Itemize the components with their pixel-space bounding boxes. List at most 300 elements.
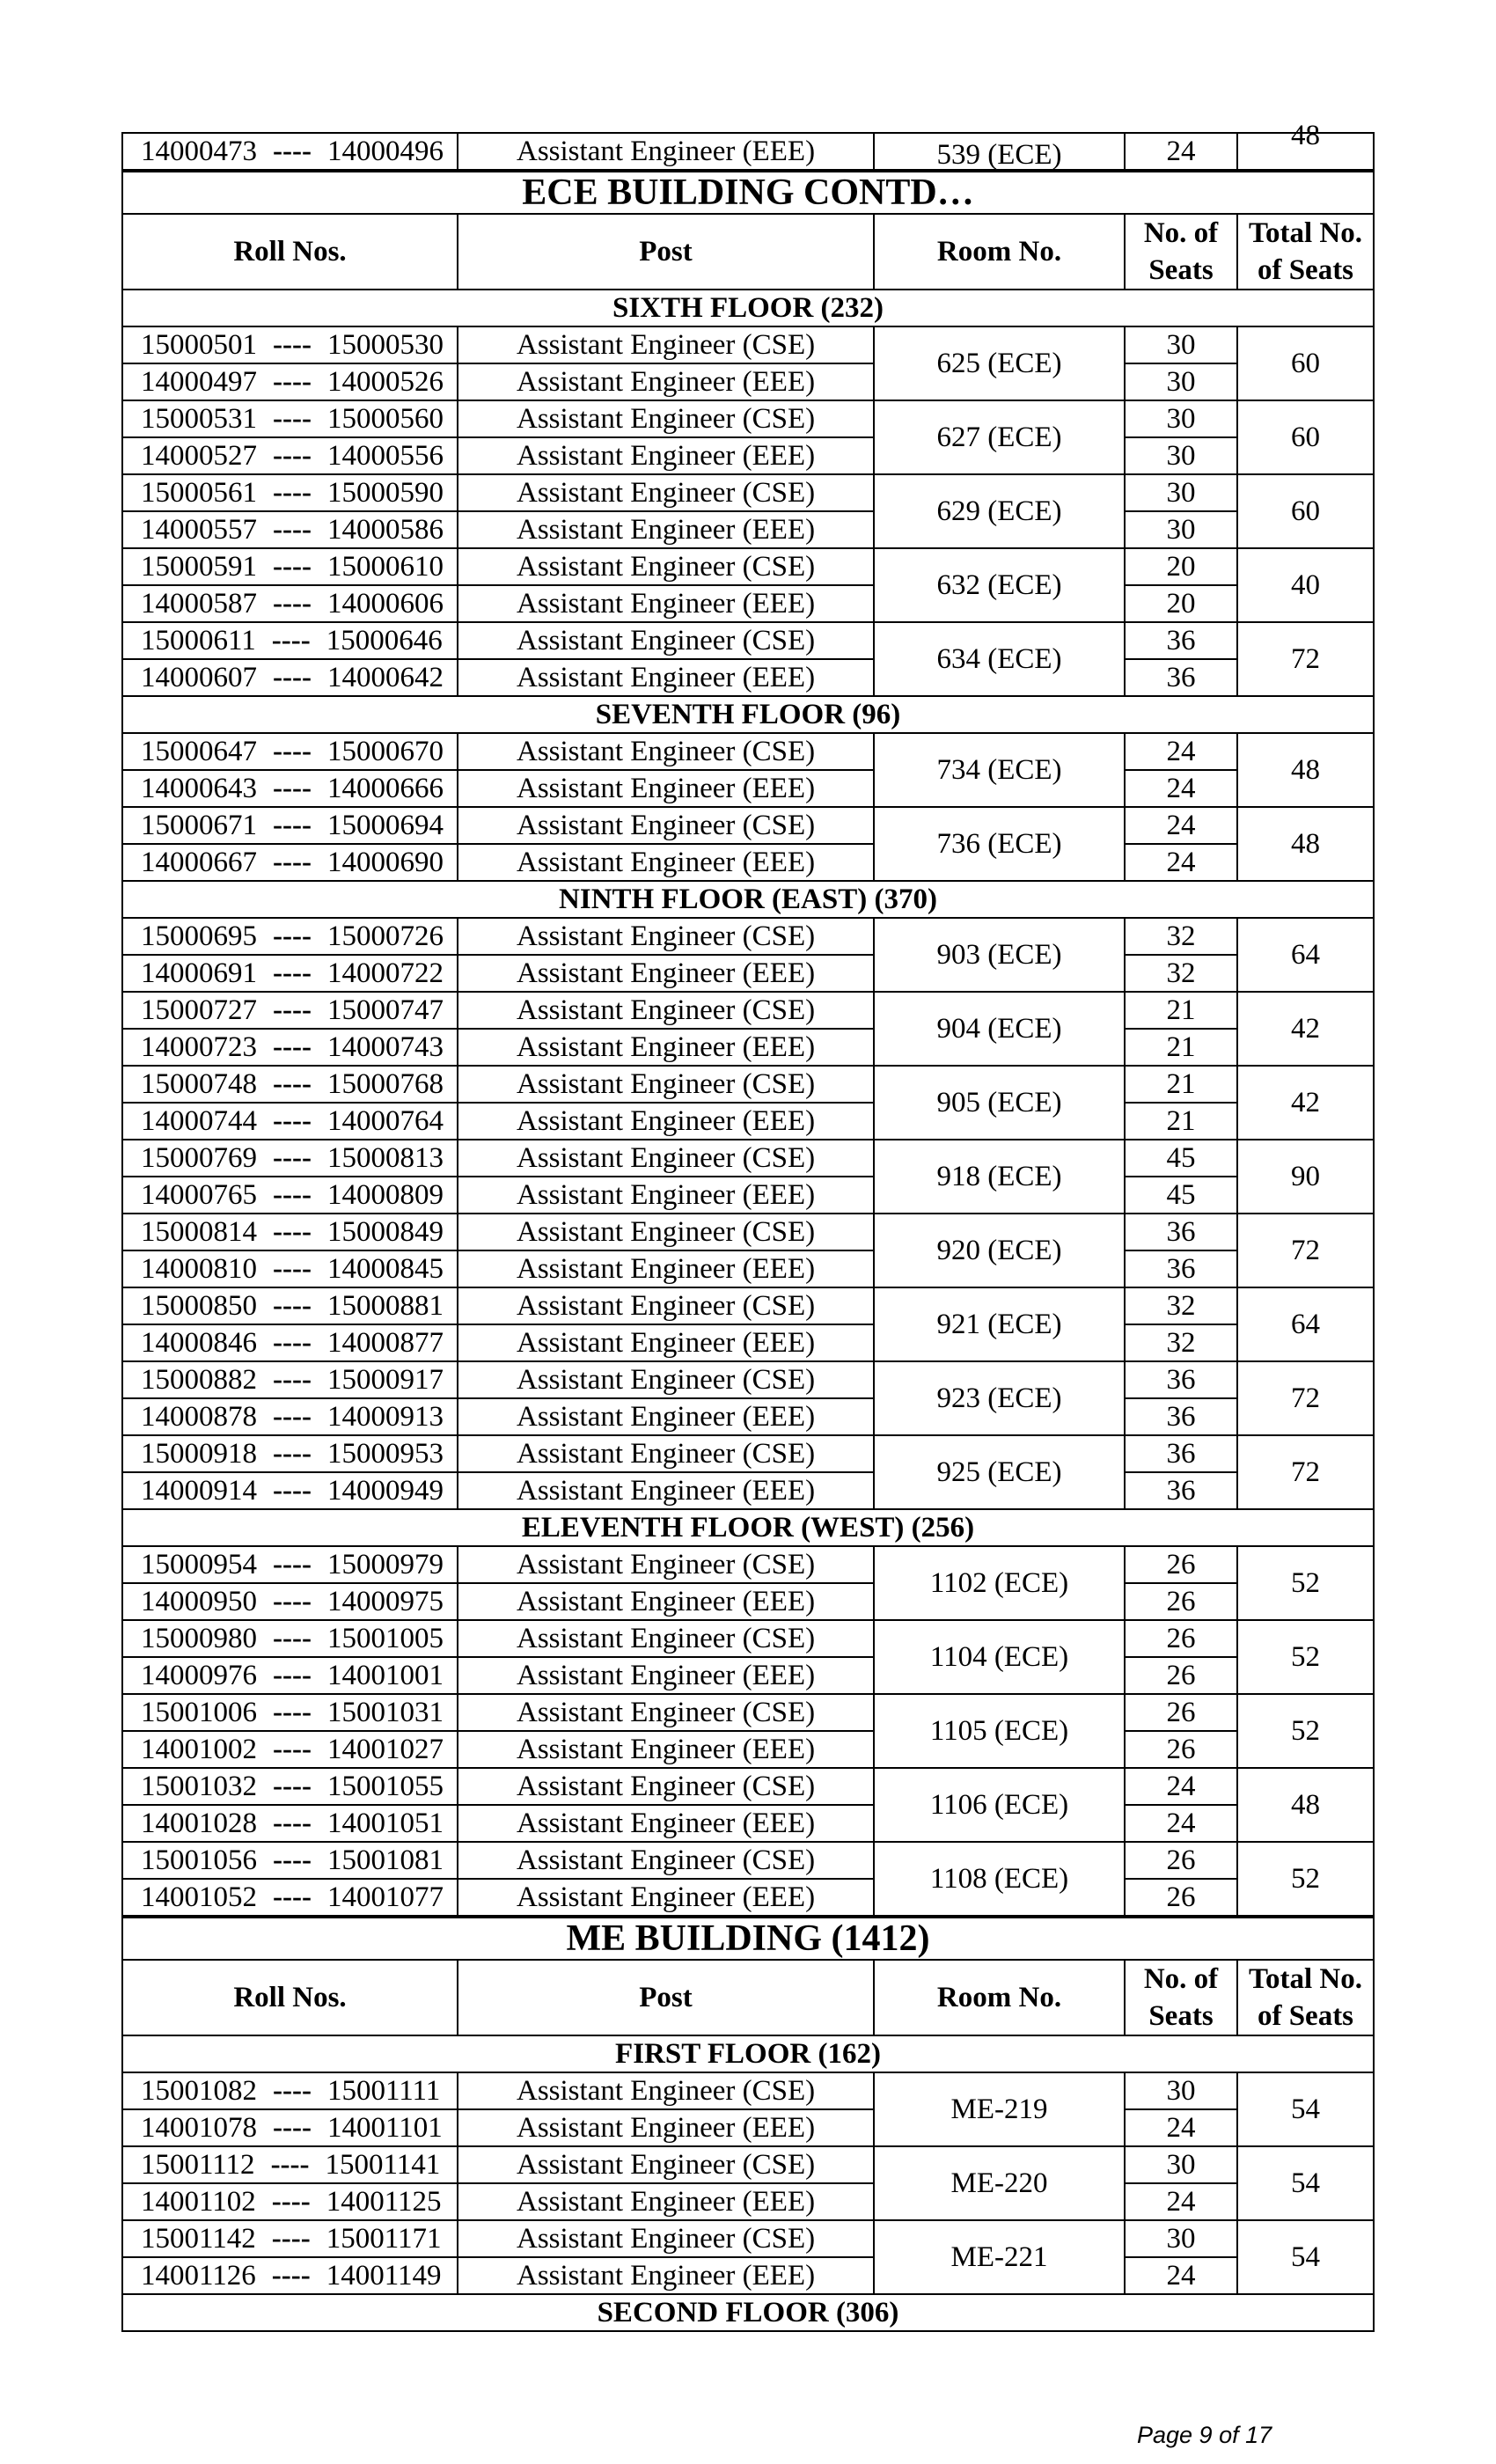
roll-to: 15001055 (326, 1771, 444, 1802)
room-header-text: Room No. (936, 1981, 1062, 2013)
room-cell: 1104 (ECE) (874, 1620, 1125, 1694)
seats-cell: 45 (1125, 1140, 1237, 1177)
roll-separator: ---- (273, 1253, 312, 1285)
room-cell: 920 (ECE) (874, 1214, 1125, 1287)
seats-cell: 36 (1125, 1472, 1237, 1509)
table-row (122, 1177, 1374, 1214)
post-cell: Assistant Engineer (CSE) (458, 1140, 874, 1177)
room-cell: 632 (ECE) (874, 548, 1125, 622)
seats-cell: 32 (1125, 918, 1237, 955)
roll-range (122, 474, 458, 511)
post-header (458, 214, 874, 290)
table-row (122, 1435, 1374, 1472)
roll-to: 14000496 (326, 136, 444, 167)
roll-range (122, 1472, 458, 1509)
roll-from: 14000527 (141, 440, 257, 472)
room-cell: 1106 (ECE) (874, 1768, 1125, 1842)
roll-range (122, 807, 458, 844)
roll-to: 15000726 (326, 920, 444, 952)
roll-to: 14000743 (326, 1031, 444, 1063)
roll-separator: ---- (273, 2112, 312, 2144)
total-cell: 52 (1237, 1620, 1374, 1694)
roll-from: 14000497 (141, 366, 257, 398)
total-cell: 52 (1237, 1842, 1374, 1917)
total-cell (1237, 120, 1374, 171)
seats-cell: 30 (1125, 400, 1237, 437)
room-header (874, 1960, 1125, 2035)
roll-to: 14000586 (326, 514, 444, 546)
roll-range (122, 1805, 458, 1842)
post-cell: Assistant Engineer (EEE) (458, 2109, 874, 2146)
total-seats: 48 (1291, 120, 1320, 151)
post-header-text: Post (639, 235, 693, 268)
building-title-row (122, 1917, 1374, 1960)
roll-from: 15001112 (141, 2149, 255, 2181)
post-cell: Assistant Engineer (CSE) (458, 1214, 874, 1250)
roll-to: 14001027 (326, 1734, 444, 1765)
table-row (122, 2072, 1374, 2109)
seats-header-text: No. of Seats (1143, 217, 1219, 286)
room-cell: 736 (ECE) (874, 807, 1125, 881)
roll-range (122, 659, 458, 696)
table-row (122, 400, 1374, 437)
post-cell: Assistant Engineer (EEE) (458, 770, 874, 807)
roll-separator: ---- (273, 1697, 312, 1728)
table-row (122, 659, 1374, 696)
table-row (122, 1731, 1374, 1768)
roll-from: 15000531 (141, 403, 257, 435)
post-cell: Assistant Engineer (CSE) (458, 807, 874, 844)
seats-cell: 26 (1125, 1657, 1237, 1694)
roll-separator: ---- (273, 2075, 312, 2107)
roll-from: 15001142 (141, 2223, 256, 2255)
roll-separator: ---- (273, 957, 312, 989)
roll-from: 15000611 (141, 625, 256, 656)
roll-separator: ---- (273, 1881, 312, 1913)
room-cell: 918 (ECE) (874, 1140, 1125, 1214)
room-cell: 634 (ECE) (874, 622, 1125, 696)
roll-range (122, 1620, 458, 1657)
table-row (122, 1066, 1374, 1103)
roll-to: 14001001 (326, 1660, 444, 1691)
total-cell: 48 (1237, 807, 1374, 881)
room-header-text: Room No. (936, 235, 1062, 268)
roll-separator: ---- (273, 1068, 312, 1100)
roll-range (122, 1768, 458, 1805)
roll-from: 14000643 (141, 773, 257, 804)
roll-to: 14000690 (326, 847, 444, 878)
roll-range (122, 2109, 458, 2146)
total-cell: 64 (1237, 1287, 1374, 1361)
roll-from: 14000723 (141, 1031, 257, 1063)
building-title-row (122, 171, 1374, 214)
roll-separator: ---- (273, 1771, 312, 1802)
table-row (122, 955, 1374, 992)
total-header (1237, 1960, 1374, 2035)
roll-separator: ---- (273, 329, 312, 361)
roll-range (122, 1140, 458, 1177)
roll-range (122, 844, 458, 881)
post-cell: Assistant Engineer (EEE) (458, 1250, 874, 1287)
table-row (122, 2109, 1374, 2146)
roll-range (122, 1103, 458, 1140)
total-cell: 72 (1237, 622, 1374, 696)
table-row (122, 1398, 1374, 1435)
roll-from: 14000587 (141, 588, 257, 620)
total-header-text: Total No. of Seats (1249, 217, 1362, 286)
post-cell: Assistant Engineer (EEE) (458, 1324, 874, 1361)
roll-from: 14000557 (141, 514, 257, 546)
roll-to: 15000881 (326, 1290, 444, 1322)
seats-cell: 32 (1125, 1324, 1237, 1361)
seats-cell: 24 (1125, 2183, 1237, 2220)
post-cell: Assistant Engineer (EEE) (458, 1472, 874, 1509)
seats-cell: 30 (1125, 2146, 1237, 2183)
roll-range (122, 1694, 458, 1731)
roll-from: 15000591 (141, 551, 257, 583)
post-cell: Assistant Engineer (EEE) (458, 511, 874, 548)
roll-separator: ---- (273, 1549, 312, 1580)
header-row (122, 214, 1374, 290)
post-cell: Assistant Engineer (EEE) (458, 1177, 874, 1214)
roll-to: 14001077 (326, 1881, 444, 1913)
room-header (874, 214, 1125, 290)
post-cell: Assistant Engineer (CSE) (458, 474, 874, 511)
roll-from: 15001056 (141, 1844, 257, 1876)
roll-to: 14001051 (326, 1808, 444, 1839)
seats-cell: 36 (1125, 1361, 1237, 1398)
roll-header-text: Roll Nos. (233, 235, 347, 268)
seats-cell: 24 (1125, 1768, 1237, 1805)
floor-row (122, 290, 1374, 326)
roll-from: 14000976 (141, 1660, 257, 1691)
roll-separator: ---- (273, 514, 312, 546)
carryover-row (122, 133, 1374, 171)
roll-separator: ---- (273, 1475, 312, 1507)
roll-separator: ---- (273, 551, 312, 583)
seats-cell: 32 (1125, 955, 1237, 992)
roll-separator: ---- (273, 136, 312, 167)
seats-cell: 24 (1125, 770, 1237, 807)
table-row (122, 770, 1374, 807)
room-number: 539 (ECE) (936, 139, 1062, 171)
table-row (122, 1361, 1374, 1398)
room-cell: 925 (ECE) (874, 1435, 1125, 1509)
seats-cell: 24 (1125, 2109, 1237, 2146)
roll-range (122, 1546, 458, 1583)
table-row (122, 1029, 1374, 1066)
floor-row (122, 2294, 1374, 2331)
roll-to: 14000722 (326, 957, 444, 989)
roll-range (122, 955, 458, 992)
total-cell: 42 (1237, 992, 1374, 1066)
seats-cell: 21 (1125, 1103, 1237, 1140)
roll-to: 15000953 (326, 1438, 444, 1470)
post-cell: Assistant Engineer (CSE) (458, 1435, 874, 1472)
roll-from: 14001028 (141, 1808, 257, 1839)
roll-range (122, 1250, 458, 1287)
post-header-text: Post (639, 1981, 693, 2013)
total-header (1237, 214, 1374, 290)
room-cell: 629 (ECE) (874, 474, 1125, 548)
table-row (122, 622, 1374, 659)
roll-to: 15000917 (326, 1364, 444, 1396)
post-cell: Assistant Engineer (EEE) (458, 1583, 874, 1620)
roll-separator: ---- (273, 1327, 312, 1359)
roll-range (122, 548, 458, 585)
room-cell: ME-221 (874, 2220, 1125, 2294)
roll-to: 14000526 (326, 366, 444, 398)
roll-to: 15001141 (325, 2149, 441, 2181)
post-cell: Assistant Engineer (CSE) (458, 2146, 874, 2183)
roll-to: 14001101 (326, 2112, 443, 2144)
total-cell: 42 (1237, 1066, 1374, 1140)
post-cell: Assistant Engineer (EEE) (458, 585, 874, 622)
roll-separator: ---- (273, 440, 312, 472)
roll-range (122, 1287, 458, 1324)
seats-cell: 26 (1125, 1583, 1237, 1620)
room-cell: 625 (ECE) (874, 326, 1125, 400)
total-cell: 64 (1237, 918, 1374, 992)
table-row (122, 1694, 1374, 1731)
roll-from: 14000914 (141, 1475, 257, 1507)
total-cell: 48 (1237, 1768, 1374, 1842)
seats-cell: 21 (1125, 1066, 1237, 1103)
roll-separator: ---- (273, 1364, 312, 1396)
table-row (122, 1287, 1374, 1324)
room-cell: 1108 (ECE) (874, 1842, 1125, 1917)
total-header-text: Total No. of Seats (1249, 1963, 1362, 2032)
roll-separator: ---- (273, 662, 312, 693)
seats-cell: 20 (1125, 548, 1237, 585)
table-row (122, 1879, 1374, 1917)
roll-separator: ---- (273, 1290, 312, 1322)
table-row (122, 2146, 1374, 2183)
roll-from: 14000744 (141, 1105, 257, 1137)
post-cell: Assistant Engineer (EEE) (458, 1657, 874, 1694)
total-cell: 72 (1237, 1214, 1374, 1287)
roll-separator: ---- (273, 773, 312, 804)
roll-to: 14000642 (326, 662, 444, 693)
roll-from: 14000878 (141, 1401, 257, 1433)
post-cell: Assistant Engineer (CSE) (458, 622, 874, 659)
table-row (122, 1214, 1374, 1250)
building-title: ME BUILDING (1412) (122, 1917, 1374, 1960)
total-cell: 72 (1237, 1361, 1374, 1435)
roll-from: 15000918 (141, 1438, 257, 1470)
room-cell: 905 (ECE) (874, 1066, 1125, 1140)
roll-from: 15000954 (141, 1549, 257, 1580)
floor-row (122, 2035, 1374, 2072)
roll-separator: ---- (271, 2260, 311, 2292)
seats-cell: 30 (1125, 474, 1237, 511)
total-cell: 60 (1237, 326, 1374, 400)
total-cell: 72 (1237, 1435, 1374, 1509)
table-row (122, 807, 1374, 844)
roll-from: 15000814 (141, 1216, 257, 1248)
seats-cell: 36 (1125, 1214, 1237, 1250)
post-cell: Assistant Engineer (CSE) (458, 2220, 874, 2257)
seats-cell: 36 (1125, 659, 1237, 696)
post-cell: Assistant Engineer (EEE) (458, 1029, 874, 1066)
roll-separator: ---- (273, 588, 312, 620)
roll-range (122, 2257, 458, 2294)
post-cell: Assistant Engineer (EEE) (458, 437, 874, 474)
roll-to: 15000560 (326, 403, 444, 435)
table-row (122, 2220, 1374, 2257)
roll-range (122, 622, 458, 659)
roll-separator: ---- (271, 2186, 311, 2218)
roll-separator: ---- (273, 477, 312, 509)
table-row (122, 548, 1374, 585)
table-row (122, 585, 1374, 622)
roll-separator: ---- (273, 1586, 312, 1617)
seats-cell: 45 (1125, 1177, 1237, 1214)
seats-cell: 30 (1125, 511, 1237, 548)
floor-title: FIRST FLOOR (162) (122, 2035, 1374, 2072)
roll-to: 14000556 (326, 440, 444, 472)
post-cell: Assistant Engineer (CSE) (458, 326, 874, 363)
post-cell: Assistant Engineer (CSE) (458, 1287, 874, 1324)
seats-cell: 26 (1125, 1731, 1237, 1768)
roll-to: 15000590 (326, 477, 444, 509)
roll-range (122, 770, 458, 807)
roll-separator: ---- (273, 1216, 312, 1248)
roll-range (122, 1731, 458, 1768)
room-cell: ME-219 (874, 2072, 1125, 2146)
post-cell: Assistant Engineer (EEE) (458, 659, 874, 696)
roll-to: 14000764 (326, 1105, 444, 1137)
roll-to: 14000809 (326, 1179, 444, 1211)
roll-range (122, 1842, 458, 1879)
roll-from: 15000501 (141, 329, 257, 361)
roll-to: 15000670 (326, 736, 444, 767)
roll-header (122, 214, 458, 290)
seats-cell: 36 (1125, 1250, 1237, 1287)
roll-to: 15000646 (326, 625, 443, 656)
post-cell: Assistant Engineer (EEE) (458, 1731, 874, 1768)
roll-separator: ---- (273, 1105, 312, 1137)
roll-range (122, 1066, 458, 1103)
roll-separator: ---- (273, 736, 312, 767)
seats-cell: 21 (1125, 992, 1237, 1029)
roll-to: 15001031 (326, 1697, 444, 1728)
roll-from: 15000882 (141, 1364, 257, 1396)
roll-range (122, 511, 458, 548)
roll-separator: ---- (273, 1623, 312, 1654)
seats-cell: 30 (1125, 437, 1237, 474)
roll-to: 14000877 (326, 1327, 444, 1359)
roll-header (122, 1960, 458, 2035)
table-row (122, 326, 1374, 363)
roll-from: 14001002 (141, 1734, 257, 1765)
seats-header-text: No. of Seats (1143, 1963, 1219, 2032)
roll-separator: ---- (273, 920, 312, 952)
table-row (122, 1250, 1374, 1287)
roll-to: 15000813 (326, 1142, 444, 1174)
roll-from: 15000727 (141, 994, 257, 1026)
roll-range (122, 326, 458, 363)
roll-from: 15001032 (141, 1771, 257, 1802)
table-row (122, 1546, 1374, 1583)
roll-to: 15001171 (326, 2223, 442, 2255)
post-header (458, 1960, 874, 2035)
roll-to: 14000666 (326, 773, 444, 804)
seats-cell: 24 (1125, 844, 1237, 881)
post-cell: Assistant Engineer (CSE) (458, 1768, 874, 1805)
seats-cell: 36 (1125, 622, 1237, 659)
floor-row (122, 1509, 1374, 1546)
roll-separator: ---- (273, 403, 312, 435)
roll-range (122, 1214, 458, 1250)
total-cell: 60 (1237, 474, 1374, 548)
roll-separator: ---- (270, 2149, 310, 2181)
table-row (122, 1620, 1374, 1657)
roll-to: 15000768 (326, 1068, 444, 1100)
post-cell: Assistant Engineer (CSE) (458, 1361, 874, 1398)
table-row (122, 1103, 1374, 1140)
post-cell: Assistant Engineer (EEE) (458, 844, 874, 881)
seats-cell: 30 (1125, 363, 1237, 400)
post-cell: Assistant Engineer (EEE) (458, 955, 874, 992)
roll-range (122, 992, 458, 1029)
roll-separator: ---- (273, 366, 312, 398)
roll-range (122, 1879, 458, 1917)
roll-from: 15000748 (141, 1068, 257, 1100)
roll-to: 15000849 (326, 1216, 444, 1248)
roll-range (122, 2146, 458, 2183)
page-number: Page 9 of 17 (1137, 2422, 1272, 2448)
roll-range (122, 1398, 458, 1435)
post-cell: Assistant Engineer (EEE) (458, 133, 874, 171)
roll-from: 14000765 (141, 1179, 257, 1211)
roll-to: 14000913 (326, 1401, 444, 1433)
total-cell: 54 (1237, 2072, 1374, 2146)
roll-range (122, 1435, 458, 1472)
roll-to: 14001149 (326, 2260, 442, 2292)
roll-separator: ---- (273, 994, 312, 1026)
post-cell: Assistant Engineer (CSE) (458, 1620, 874, 1657)
post-cell: Assistant Engineer (EEE) (458, 2183, 874, 2220)
roll-range (122, 2183, 458, 2220)
roll-range (122, 733, 458, 770)
table-row (122, 844, 1374, 881)
floor-row (122, 881, 1374, 918)
roll-range (122, 437, 458, 474)
room-cell: 904 (ECE) (874, 992, 1125, 1066)
table-row (122, 918, 1374, 955)
roll-from: 14000846 (141, 1327, 257, 1359)
seats-cell: 24 (1125, 807, 1237, 844)
roll-from: 15000769 (141, 1142, 257, 1174)
seats-cell: 24 (1125, 2257, 1237, 2294)
total-cell: 54 (1237, 2220, 1374, 2294)
seats-cell: 26 (1125, 1546, 1237, 1583)
room-cell: 734 (ECE) (874, 733, 1125, 807)
roll-from: 15000850 (141, 1290, 257, 1322)
roll-to: 15000610 (326, 551, 444, 583)
roll-from: 14000607 (141, 662, 257, 693)
floor-row (122, 696, 1374, 733)
roll-separator: ---- (273, 1031, 312, 1063)
seats-cell: 24 (1125, 1805, 1237, 1842)
room-cell: 1102 (ECE) (874, 1546, 1125, 1620)
roll-from: 15000561 (141, 477, 257, 509)
roll-from: 15000647 (141, 736, 257, 767)
floor-title: SIXTH FLOOR (232) (122, 290, 1374, 326)
roll-separator: ---- (273, 1438, 312, 1470)
post-cell: Assistant Engineer (CSE) (458, 1066, 874, 1103)
